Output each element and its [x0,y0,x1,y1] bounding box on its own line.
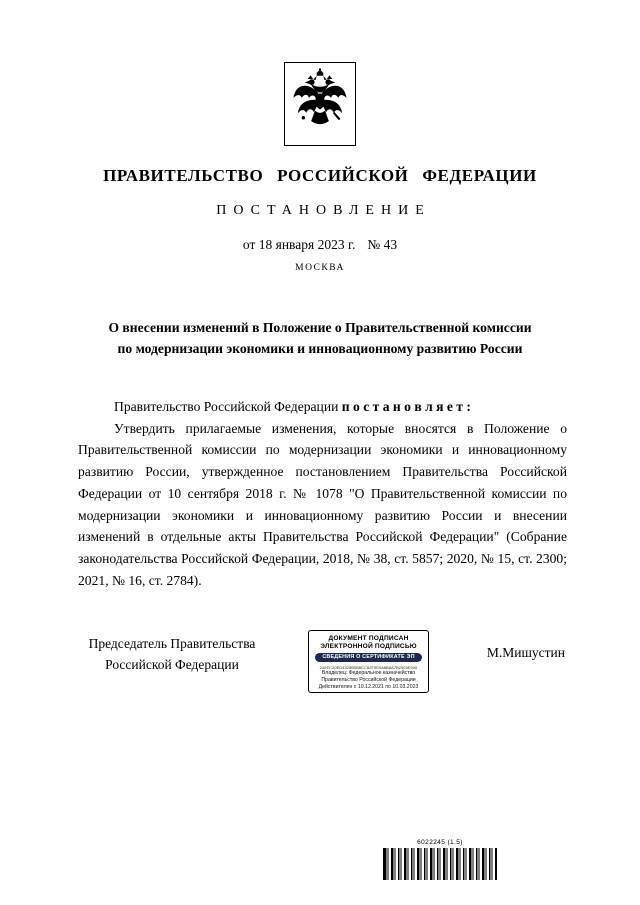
body-paragraph-2: Утвердить прилагаемые изменения, которые вносятся в Положение о Правительственной комиссии по модернизации экономики и инновационному развитию России, утвержденное постановлением Правительства Российской Федерации от 10 сентября 2018 г. № 1078 "О Правительственной комиссии по модернизации экономики и инновационному развитию России и внесении изменений в отдельные акты Правительства Российской Федерации" (Собрание законодательства Российской Федерации, 2018, № 38, ст. 5857; 2020, № 15, ст. 2300; 2021, № 16, ст. 2784). [78,420,567,588]
subject-line-1: О внесении изменений в Положение о Правительственной комиссии [108,320,532,335]
esign-stamp [308,630,429,693]
document-body [78,396,567,591]
body-paragraph-1 [78,396,567,418]
stamp-line-2: ЭЛЕКТРОННОЙ ПОДПИСЬЮ [320,643,417,650]
subject-title [55,318,585,359]
barcode-block [383,839,497,880]
signature-title [78,633,266,675]
stamp-line-1: ДОКУМЕНТ ПОДПИСАН [328,635,409,642]
signature-name: М.Мишустин [486,645,565,660]
doc-date-line [0,237,640,253]
subject-line-2: по модернизации экономики и инновационному развитию России [117,340,523,356]
coat-of-arms-icon [292,68,348,141]
barcode-label: 6022245 (1.5) [417,839,463,846]
coat-of-arms-box [284,62,356,146]
para1-lead: Правительство Российской Федерации [114,399,342,414]
stamp-certificate-band: СВЕДЕНИЯ О СЕРТИФИКАТЕ ЭП [315,653,422,662]
stamp-certificate-number: 240EC20ED4325B0B8CC62F9E9A8B8A7B2505E900 [319,664,418,670]
doc-date: от 18 января 2023 г. [242,237,356,252]
signature-title-line-2: Российской Федерации [105,657,239,672]
barcode [383,848,497,880]
doc-city: МОСКВА [295,263,345,273]
org-title: ПРАВИТЕЛЬСТВО РОССИЙСКОЙ ФЕДЕРАЦИИ [103,166,537,185]
doc-type-title: ПОСТАНОВЛЕНИЕ [216,203,431,218]
stamp-issuer: Владелец: Федеральное казначейство [321,670,416,676]
doc-number: № 43 [367,237,398,252]
signature-title-line-1: Председатель Правительства [88,636,256,651]
stamp-organization: Правительство Российской Федерации [321,676,416,683]
stamp-validity: Действителен с 10.12.2021 по 10.03.2023 [318,683,419,690]
para1-decree: п о с т а н о в л я е т : [341,399,471,414]
